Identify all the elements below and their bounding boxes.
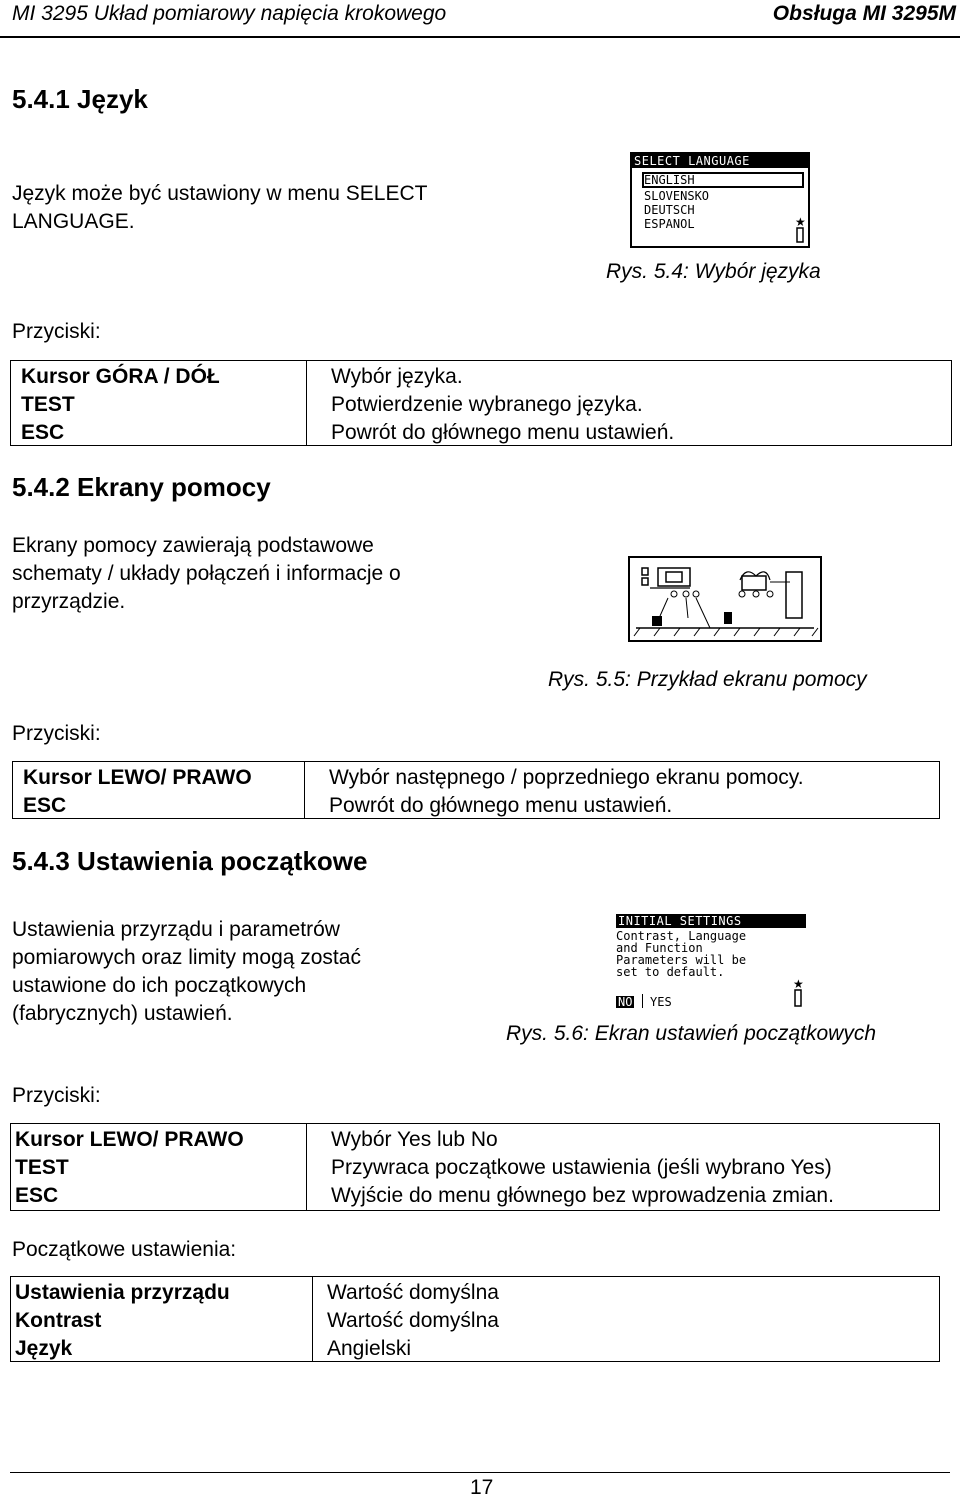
section-body-5-4-3: [12, 916, 361, 1028]
key-cell: TEST: [15, 1156, 69, 1179]
body-line: pomiarowych oraz limity mogą zostać: [12, 946, 361, 969]
desc-cell: Powrót do głównego menu ustawień.: [331, 421, 675, 444]
select-language-screen: [630, 152, 810, 248]
svg-text:★: ★: [795, 216, 806, 229]
figure-caption-5-5: Rys. 5.5: Przykład ekranu pomocy: [548, 668, 867, 691]
section-title-5-4-1: 5.4.1 Język: [12, 84, 148, 114]
body-line: LANGUAGE.: [12, 210, 135, 233]
setting-value-cell: Wartość domyślna: [327, 1281, 499, 1304]
desc-cell: Wybór następnego / poprzedniego ekranu pomocy.: [329, 766, 804, 789]
desc-cell: Przywraca początkowe ustawienia (jeśli wybrano Yes): [331, 1156, 832, 1179]
buttons-label: Przyciski:: [12, 320, 101, 343]
buttons-table-5-4-2: [12, 761, 940, 819]
section-title-5-4-2: 5.4.2 Ekrany pomocy: [12, 472, 271, 502]
key-cell: ESC: [15, 1184, 59, 1207]
key-cell: TEST: [21, 393, 75, 416]
body-line: Ekrany pomocy zawierają podstawowe: [12, 534, 374, 557]
section-title-5-4-3: 5.4.3 Ustawienia początkowe: [12, 846, 368, 876]
header-rule: [0, 36, 960, 38]
defaults-label: Początkowe ustawienia:: [12, 1238, 237, 1261]
screen-line: Contrast, Language: [616, 929, 747, 943]
screen-line: Parameters will be: [616, 953, 747, 967]
footer-rule: [10, 1472, 950, 1473]
setting-name-cell: Kontrast: [15, 1309, 102, 1332]
battery-icon: [794, 216, 806, 244]
figure-caption-5-6: Rys. 5.6: Ekran ustawień początkowych: [506, 1022, 877, 1045]
buttons-label: Przyciski:: [12, 1084, 101, 1107]
setting-value-cell: Wartość domyślna: [327, 1309, 499, 1332]
no-option: NO: [618, 995, 633, 1009]
initial-settings-screen: [616, 914, 804, 1008]
screen-title: SELECT LANGUAGE: [632, 154, 808, 168]
body-line: Język może być ustawiony w menu SELECT: [12, 182, 428, 205]
buttons-label: Przyciski:: [12, 722, 101, 745]
desc-cell: Wybór Yes lub No: [331, 1128, 498, 1151]
battery-icon: [792, 978, 804, 1008]
help-screen-example: [628, 556, 822, 642]
desc-cell: Wyjście do menu głównego bez wprowadzenia zmian.: [331, 1184, 834, 1207]
screen-title: INITIAL SETTINGS: [616, 914, 806, 928]
section-body-5-4-1: [12, 180, 428, 236]
key-cell: ESC: [21, 421, 65, 444]
defaults-table: [10, 1276, 940, 1362]
body-line: Ustawienia przyrządu i parametrów: [12, 918, 340, 941]
body-line: (fabrycznych) ustawień.: [12, 1002, 233, 1025]
svg-text:★: ★: [793, 978, 804, 991]
setting-name-cell: Język: [15, 1337, 73, 1360]
screen-line: set to default.: [616, 965, 725, 979]
buttons-table-5-4-3: [10, 1123, 940, 1211]
selected-language-item: ENGLISH: [642, 172, 804, 188]
key-cell: Kursor LEWO/ PRAWO: [15, 1128, 244, 1151]
desc-cell: Wybór języka.: [331, 365, 463, 388]
header-section: Obsługa MI 3295M: [772, 2, 956, 25]
body-line: schematy / układy połączeń i informacje o: [12, 562, 401, 585]
section-body-5-4-2: [12, 532, 401, 616]
key-cell: ESC: [23, 794, 67, 817]
option-divider: [642, 994, 643, 1008]
desc-cell: Powrót do głównego menu ustawień.: [329, 794, 673, 817]
key-cell: Kursor GÓRA / DÓŁ: [21, 365, 220, 388]
yes-option: YES: [650, 995, 672, 1009]
body-line: ustawione do ich początkowych: [12, 974, 307, 997]
language-item: DEUTSCH: [644, 203, 695, 217]
key-cell: Kursor LEWO/ PRAWO: [23, 766, 252, 789]
buttons-table-5-4-1: [10, 360, 952, 446]
language-item: ESPANOL: [644, 217, 695, 231]
language-item: SLOVENSKO: [644, 189, 710, 203]
desc-cell: Potwierdzenie wybranego języka.: [331, 393, 643, 416]
page-number: 17: [470, 1476, 494, 1499]
screen-line: and Function: [616, 941, 703, 955]
setting-value-cell: Angielski: [327, 1337, 412, 1360]
setting-name-cell: Ustawienia przyrządu: [15, 1281, 230, 1304]
figure-caption-5-4: Rys. 5.4: Wybór języka: [606, 260, 821, 283]
body-line: przyrządzie.: [12, 590, 126, 613]
connection-diagram: [630, 558, 820, 640]
header-title: MI 3295 Układ pomiarowy napięcia krokowego: [12, 2, 447, 25]
